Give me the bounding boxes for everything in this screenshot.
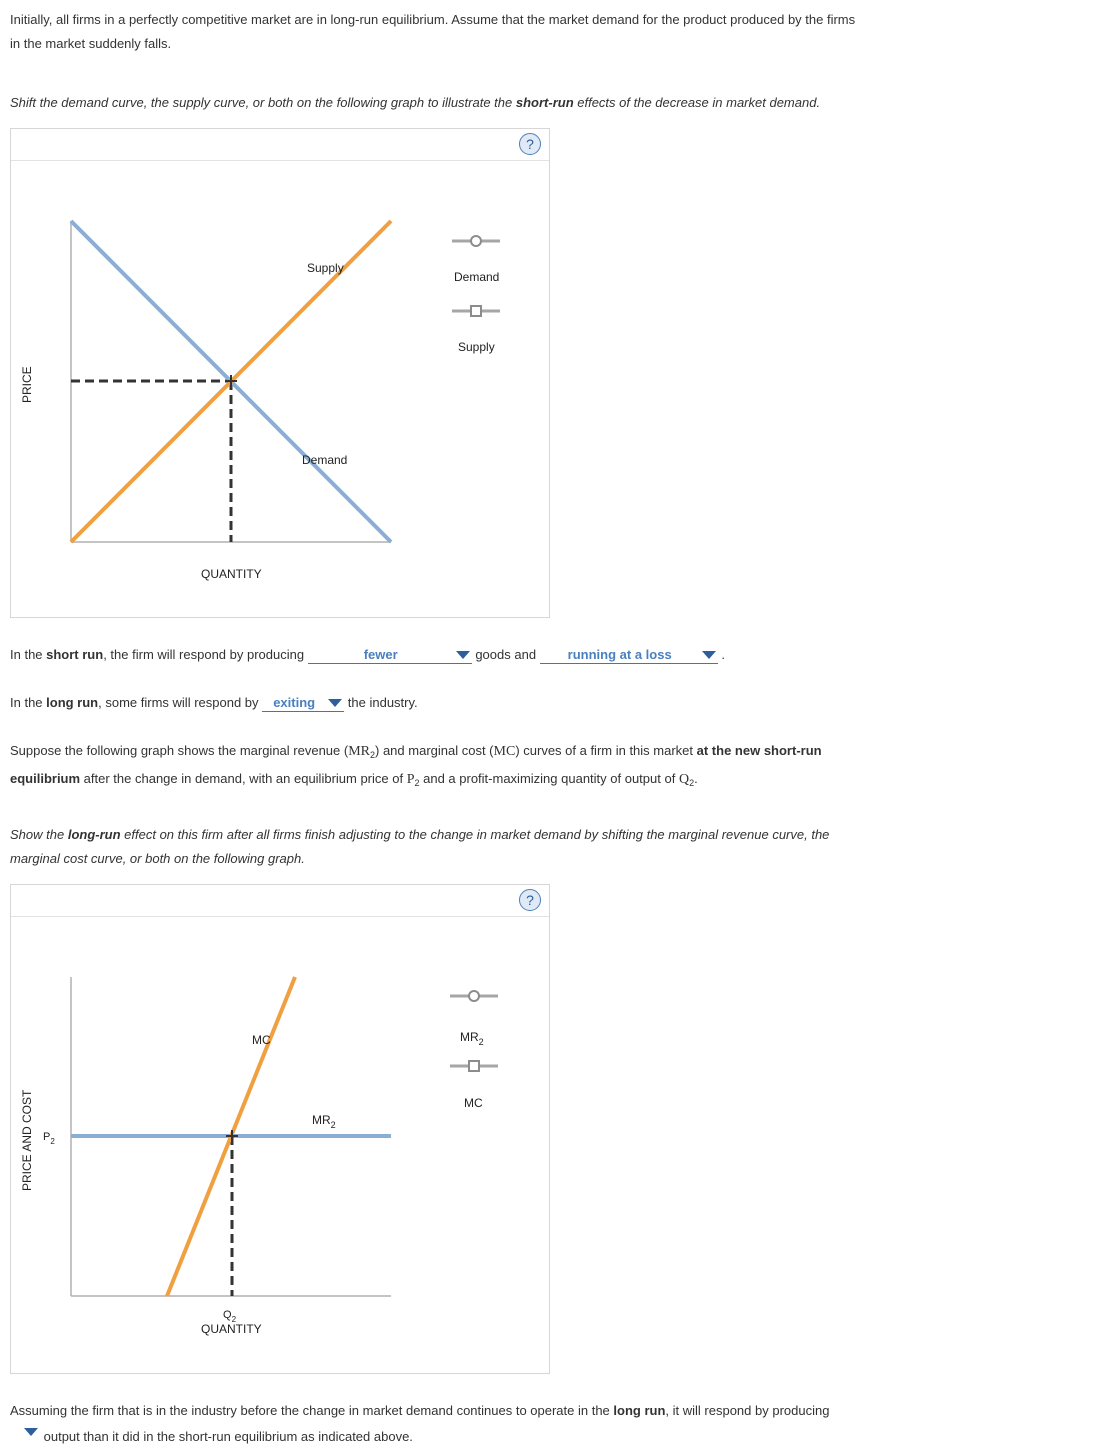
mr-curve-label: $MR_2$	[312, 1113, 336, 1130]
square-marker-icon	[471, 306, 481, 316]
instruction-short-run: Shift the demand curve, the supply curve, or both on the following graph to illustrate the short-run effects of the decrease in market demand.	[10, 95, 821, 110]
firm-graph-description: Suppose the following graph shows the marginal revenue $(MR_2)$ and marginal cost (MC) curves of a firm in this market at the new short-run equilibrium after the change in demand, with an equilibrium price of $P_2$ and a profit-maximizing quantity of output of $Q_2$.	[10, 743, 822, 788]
q2-label: $Q_2$	[223, 1309, 237, 1324]
legend-mc-tool[interactable]	[450, 1061, 498, 1110]
firm-graph-panel	[10, 884, 550, 1374]
long-run-question: In the long run, some firms will respond by exiting the industry.	[10, 695, 418, 710]
legend-mr-tool[interactable]	[450, 991, 498, 1047]
help-icon[interactable]: ?	[519, 133, 541, 155]
supply-curve-label: Supply	[307, 261, 344, 275]
legend-mr-label: $MR_2$	[460, 1030, 484, 1047]
dropdown-arrow-icon	[24, 1428, 38, 1436]
square-marker-icon	[469, 1061, 479, 1071]
x-axis-label: QUANTITY	[201, 1322, 262, 1336]
help-icon[interactable]: ?	[519, 889, 541, 911]
p2-label: $P_2$	[43, 1131, 55, 1146]
long-run-output-question: Assuming the firm that is in the industry before the change in market demand continues to operate in the long run, it will respond by producing output than it did in the short-run equilibrium as indicated above.	[10, 1403, 830, 1444]
legend-demand-label: Demand	[454, 270, 500, 284]
circle-marker-icon	[469, 991, 479, 1001]
market-graph-panel	[10, 128, 550, 618]
legend-demand-tool[interactable]	[452, 236, 500, 284]
market-graph	[11, 129, 551, 619]
mc-curve-label: MC	[252, 1033, 271, 1047]
long-run-output-dropdown[interactable]	[10, 1423, 40, 1441]
demand-curve-label: Demand	[302, 453, 348, 467]
output-dropdown[interactable]: fewer	[308, 646, 472, 664]
entry-exit-dropdown[interactable]: exiting	[262, 694, 344, 712]
dropdown-arrow-icon	[328, 699, 342, 707]
intro-line-2: in the market suddenly falls.	[10, 36, 172, 51]
intro-line-1: Initially, all firms in a perfectly competitive market are in long-run equilibrium. Assume that the market demand for the product produced by the firms	[10, 12, 856, 27]
circle-marker-icon	[471, 236, 481, 246]
legend-mc-label: MC	[464, 1096, 483, 1110]
instruction-long-run: Show the long-run effect on this firm after all firms finish adjusting to the change in market demand by shifting the marginal revenue curve, the marginal cost curve, or both on the following graph.	[10, 827, 830, 866]
dropdown-arrow-icon	[702, 651, 716, 659]
y-axis-label: PRICE AND COST	[20, 1089, 34, 1191]
dropdown-arrow-icon	[456, 651, 470, 659]
y-axis-label: PRICE	[20, 366, 34, 403]
short-run-question: In the short run, the firm will respond by producing fewer goods and running at a loss .	[10, 647, 725, 662]
intro-text	[10, 8, 855, 56]
legend-supply-tool[interactable]	[452, 306, 500, 354]
profit-dropdown[interactable]: running at a loss	[540, 646, 718, 664]
legend-supply-label: Supply	[458, 340, 495, 354]
x-axis-label: QUANTITY	[201, 567, 262, 581]
firm-graph	[11, 885, 551, 1375]
